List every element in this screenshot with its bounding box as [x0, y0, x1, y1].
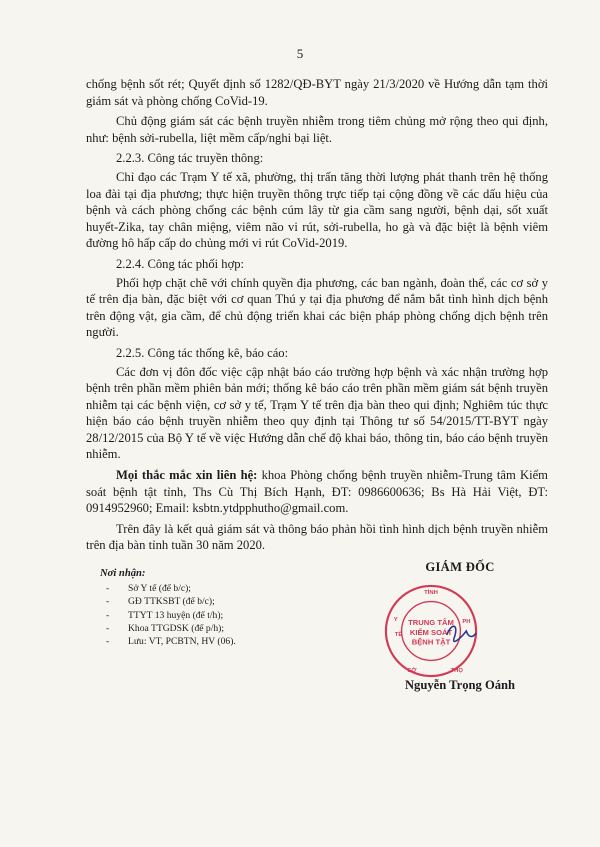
recipient-item: - Sở Y tế (để b/c); [100, 582, 350, 595]
contact-lead: Mọi thắc mắc xin liên hệ: [116, 468, 258, 483]
official-stamp-icon [382, 582, 480, 680]
signatory-name: Nguyễn Trọng Oánh [404, 678, 516, 692]
recipient-item: - Khoa TTGDSK (để p/h); [100, 622, 350, 635]
paragraph: chống bệnh sốt rét; Quyết định số 1282/QĐ-BYT ngày 21/3/2020 về Hướng dẫn tạm thời giám sát và phòng chống CoVid-19. [86, 77, 548, 108]
paragraph: Các đơn vị đôn đốc việc cập nhật báo cáo trường hợp bệnh và xác nhận trường hợp bệnh trên phần mềm phiên bản mới; thống kê báo cáo trên phần mềm giám sát bệnh truyền nhiễm tại các bệnh viện, cơ sở y tế, Trạm Y tế trên địa bàn theo qui định; Nghiêm túc thực hiện báo cáo bệnh truyền nhiễm theo quy định tại Thông tư số 54/2015/TT-BYT ngày 28/12/2015 của Bộ Y tế về việc Hướng dẫn chế độ khai báo, thông tin, báo cáo bệnh truyền nhiễm. [86, 364, 548, 462]
paragraph: Chủ động giám sát các bệnh truyền nhiễm trong tiêm chủng mở rộng theo qui định, như: bệnh sởi-rubella, liệt mềm cấp/nghi bại liệt. [86, 114, 548, 145]
recipients-list [100, 582, 350, 648]
document-body [86, 76, 548, 558]
section-heading: 2.2.4. Công tác phối hợp: [116, 256, 245, 271]
svg-text:THỌ: THỌ [450, 668, 464, 675]
recipient-item: - GĐ TTKSBT (để b/c); [100, 595, 350, 608]
section-heading: 2.2.5. Công tác thống kê, báo cáo: [116, 345, 289, 360]
recipients-block [100, 567, 350, 648]
paragraph: Phối hợp chặt chẽ với chính quyền địa phương, các ban ngành, đoàn thể, các cơ sở y tế trên địa bàn, đặc biệt với cơ quan Thú y tại địa phương để nắm bắt tình hình dịch bệnh trên động vật, gia cầm, để chủ động triển khai các biện pháp phòng chống dịch bệnh trên người. [86, 275, 548, 340]
svg-text:Y: Y [393, 617, 398, 624]
svg-text:PH: PH [462, 619, 471, 626]
paragraph: Chỉ đạo các Trạm Y tế xã, phường, thị trấn tăng thời lượng phát thanh trên hệ thống loa đài tại địa phương; thực hiện truyền thông trực tiếp tại cộng đồng về các dấu hiệu của bệnh và cách phòng chống các bệnh cúm lây từ gia cầm sang người, bệnh dại, sốt xuất huyết-Zika, tay chân miệng, viêm não vi rút, sởi-rubella, ho gà và đặc biệt là bệnh viêm đường hô hấp cấp do chủng mới vi rút CoVid-2019. [86, 169, 548, 251]
signature-block [360, 560, 560, 692]
contact-details: khoa Phòng chống bệnh truyền nhiễm-Trung tâm Kiểm soát bệnh tật tỉnh, Ths Cù Thị Bích Hạnh, ĐT: 0986600636; Bs Hà Hải Việt, ĐT: 0914952960; Email: ksbtn.ytdpphutho@gmail.com. [86, 468, 548, 516]
stamp-line: TRUNG TÂM [408, 618, 454, 628]
recipient-item: - TTYT 13 huyện (để t/h); [100, 609, 350, 622]
stamp-line: BỆNH TẬT [411, 637, 451, 647]
section-heading: 2.2.3. Công tác truyền thông: [116, 151, 264, 166]
signature-title: GIÁM ĐỐC [425, 560, 495, 574]
svg-text:TẾ: TẾ [394, 631, 403, 638]
contact-paragraph [86, 467, 548, 517]
svg-text:SỞ: SỞ [407, 668, 417, 675]
paragraph: Trên đây là kết quả giám sát và thông báo phản hồi tình hình dịch bệnh truyền nhiễm trên địa bàn tỉnh tuần 30 năm 2020. [86, 521, 548, 553]
recipients-title: Nơi nhận: [100, 568, 146, 579]
svg-text:TỈNH: TỈNH [424, 589, 438, 596]
recipient-item: - Lưu: VT, PCBTN, HV (06). [100, 635, 350, 648]
stamp-line: KIỂM SOÁT [409, 627, 453, 637]
page-number: 5 [296, 46, 304, 61]
